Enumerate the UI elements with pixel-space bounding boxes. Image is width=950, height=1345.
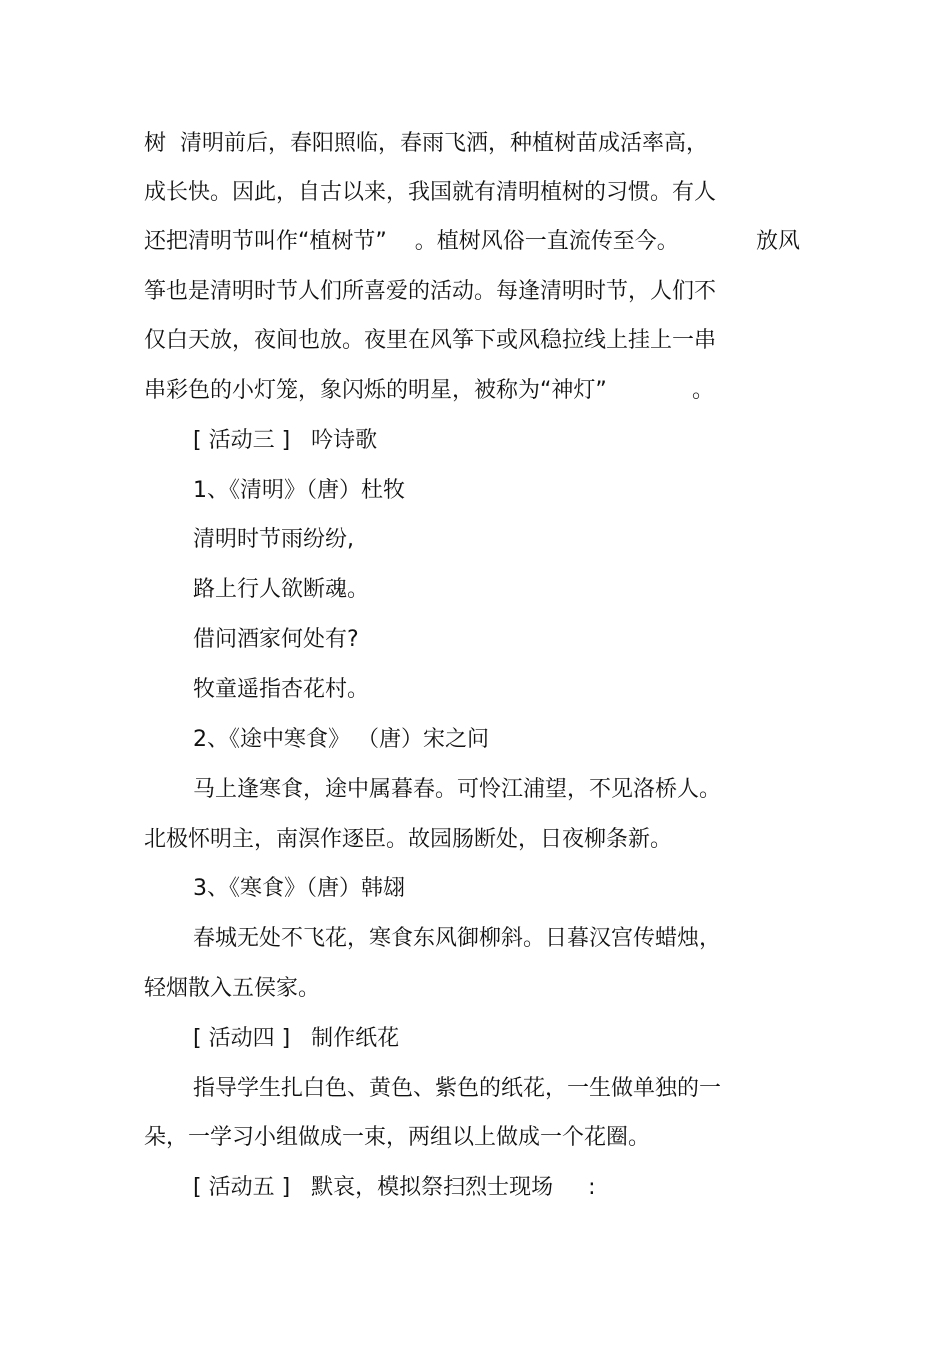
poem-2-line-2: 北极怀明主，南溟作逐臣。故园肠断处，日夜柳条新。 [144, 827, 673, 852]
poem-3-line-2: 轻烟散入五侯家。 [144, 976, 321, 1001]
kite-paragraph-end-mark: 。 [692, 378, 715, 403]
tree-paragraph-line-1: 树 清明前后，春阳照临，春雨飞洒，种植树苗成活率高， [144, 131, 708, 156]
tree-paragraph-line-2: 成长快。因此，自古以来，我国就有清明植树的习惯。有人 [144, 180, 717, 205]
kite-paragraph-line-1: 筝也是清明时节人们所喜爱的活动。每逢清明时节，人们不 [144, 279, 717, 304]
activity-4-body-line-1: 指导学生扎白色、黄色、紫色的纸花，一生做单独的一 [193, 1076, 722, 1101]
activity-5-heading: [ 活动五 ] 默哀，模拟祭扫烈士现场 : [193, 1175, 596, 1200]
poem-1-line-3: 借问酒家何处有? [193, 627, 359, 652]
tree-paragraph-line-3: 还把清明节叫作“植树节” 。植树风俗一直流传至今。 [144, 229, 679, 254]
poem-1-line-4: 牧童遥指杏花村。 [193, 677, 370, 702]
activity-4-heading: [ 活动四 ] 制作纸花 [193, 1026, 400, 1051]
poem-2-title: 2、《途中寒食》 （唐）宋之问 [193, 727, 489, 752]
kite-paragraph-start: 放风 [756, 229, 801, 254]
poem-1-title: 1、《清明》（唐）杜牧 [193, 478, 405, 503]
poem-3-line-1: 春城无处不飞花，寒食东风御柳斜。日暮汉宫传蜡烛， [193, 926, 722, 951]
poem-2-line-1: 马上逢寒食，途中属暮春。可怜江浦望，不见洛桥人。 [193, 777, 722, 802]
activity-3-heading: [ 活动三 ] 吟诗歌 [193, 428, 378, 453]
poem-3-title: 3、《寒食》（唐）韩翃 [193, 876, 405, 901]
activity-4-body-line-2: 朵，一学习小组做成一束，两组以上做成一个花圈。 [144, 1125, 651, 1150]
kite-paragraph-line-3: 串彩色的小灯笼，象闪烁的明星，被称为“神灯” [144, 378, 607, 403]
poem-1-line-2: 路上行人欲断魂。 [193, 577, 370, 602]
poem-1-line-1: 清明时节雨纷纷, [193, 527, 354, 552]
kite-paragraph-line-2: 仅白天放，夜间也放。夜里在风筝下或风稳拉线上挂上一串 [144, 328, 717, 353]
